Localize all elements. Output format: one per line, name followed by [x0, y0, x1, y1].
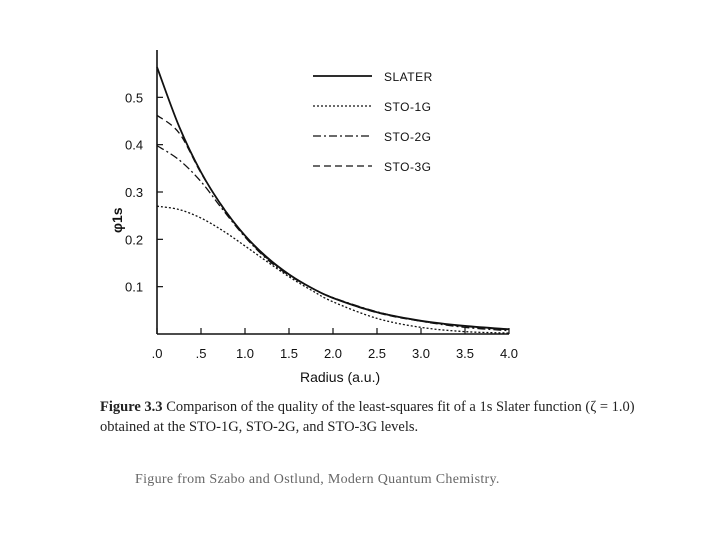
legend [313, 70, 433, 174]
series-line-sto-1g [157, 206, 509, 333]
caption-text: Comparison of the quality of the least-squares fit of a 1s Slater function (ζ = 1.0) obtained at the STO-1G, STO-2G, and STO-3G levels. [100, 399, 635, 435]
y-tick-label: 0.3 [125, 185, 144, 200]
y-tick-label: 0.1 [125, 279, 144, 295]
caption-label: Figure 3.3 [100, 399, 163, 415]
y-tick-label: 0.5 [125, 90, 144, 106]
x-tick-label: 3.0 [411, 346, 431, 361]
axes [125, 50, 518, 361]
y-tick-label: 0.2 [125, 232, 144, 248]
figure-caption [100, 397, 660, 437]
x-tick-label: 2.0 [323, 346, 343, 361]
x-axis-label: Radius (a.u.) [300, 369, 381, 385]
x-tick-label: 2.5 [367, 346, 387, 361]
series-line-sto-2g [157, 146, 509, 331]
series-layer [157, 67, 509, 333]
x-tick-label: 4.0 [499, 346, 519, 361]
legend-label-sto-2g: STO-2G [384, 130, 432, 144]
x-tick-label: .5 [195, 346, 207, 361]
y-axis-label: φ1s [109, 207, 125, 233]
x-tick-label: .0 [151, 346, 163, 361]
y-tick-label: 0.4 [125, 137, 144, 153]
source-note: Figure from Szabo and Ostlund, Modern Quantum Chemistry. [135, 472, 500, 487]
x-tick-label: 3.5 [455, 346, 475, 361]
legend-label-sto-3g: STO-3G [384, 160, 432, 174]
legend-label-slater: SLATER [384, 70, 433, 84]
x-tick-label: 1.0 [235, 346, 255, 361]
legend-label-sto-1g: STO-1G [384, 100, 432, 114]
x-tick-label: 1.5 [279, 346, 299, 361]
series-line-sto-3g [157, 115, 509, 329]
